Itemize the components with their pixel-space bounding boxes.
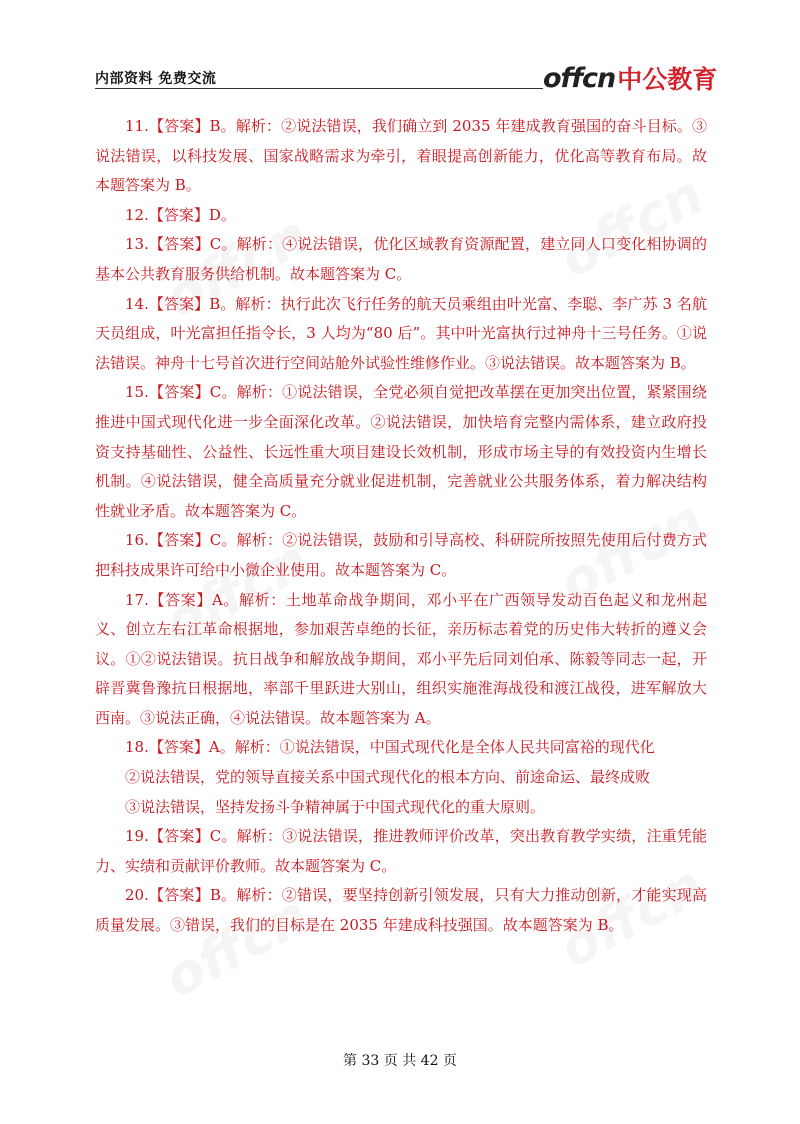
answer-item: 13.【答案】C。解析：④说法错误，优化区域教育资源配置，建立同人口变化相协调的基本公共教育服务供给机制。故本题答案为 C。 bbox=[95, 235, 707, 283]
answer-item: 14.【答案】B。解析：执行此次飞行任务的航天员乘组由叶光富、李聪、李广苏 3 名航天员组成，叶光富担任指令长，3 人均为“80 后”。其中叶光富执行过神舟十三号任务。①说法错误。神舟十七号首次进行空间站舱外试验性维修作业。③说法错误。故本题答案为 B。 bbox=[95, 294, 707, 372]
brand-logo bbox=[543, 62, 717, 92]
logo-chinese-text: 中公教育 bbox=[617, 65, 718, 94]
answer-item: 19.【答案】C。解析：③说法错误，推进教师评价改革，突出教育教学实绩，注重凭能力、实绩和贡献评价教师。故本题答案为 C。 bbox=[95, 827, 707, 875]
header-note: 内部资料 免费交流 bbox=[95, 71, 217, 87]
header-divider bbox=[95, 88, 543, 89]
answer-item: 15.【答案】C。解析：①说法错误，全党必须自觉把改革摆在更加突出位置，紧紧围绕推进中国式现代化进一步全面深化改革。②说法错误，加快培育完整内需体系，建立政府投资支持基础性、公益性、长远性重大项目建设长效机制，形成市场主导的有效投资内生增长机制。④说法错误，健全高质量充分就业促进机制，完善就业公共服务体系，着力解决结构性就业矛盾。故本题答案为 C。 bbox=[95, 383, 707, 520]
answer-item: 12.【答案】D。 bbox=[125, 205, 236, 224]
answer-item: 16.【答案】C。解析：②说法错误，鼓励和引导高校、科研院所按照先使用后付费方式把科技成果许可给中小微企业使用。故本题答案为 C。 bbox=[95, 531, 707, 579]
answer-item: 17.【答案】A。解析：土地革命战争期间，邓小平在广西领导发动百色起义和龙州起义、创立左右江革命根据地，参加艰苦卓绝的长征，亲历标志着党的历史伟大转折的遵义会议。①②说法错误。抗日战争和解放战争期间，邓小平先后同刘伯承、陈毅等同志一起，开辟晋冀鲁豫抗日根据地，率部千里跃进大别山，组织实施淮海战役和渡江战役，进军解放大西南。③说法正确，④说法错误。故本题答案为 A。 bbox=[95, 590, 707, 727]
page-number: 第 33 页 共 42 页 bbox=[343, 1053, 457, 1069]
answer-list bbox=[95, 112, 707, 941]
answer-item: 18.【答案】A。解析：①说法错误，中国式现代化是全体人民共同富裕的现代化 bbox=[125, 738, 655, 757]
answer-item-continuation: ②说法错误，党的领导直接关系中国式现代化的根本方向、前途命运、最终成败 bbox=[125, 768, 651, 787]
answer-item-continuation: ③说法错误，坚持发扬斗争精神属于中国式现代化的重大原则。 bbox=[125, 797, 546, 816]
logo-latin-text: offcn bbox=[543, 63, 616, 94]
answer-item: 20.【答案】B。解析：②错误，要坚持创新引领发展，只有大力推动创新，才能实现高质量发展。③错误，我们的目标是在 2035 年建成科技强国。故本题答案为 B。 bbox=[95, 886, 707, 935]
answer-item: 11.【答案】B。解析：②说法错误，我们确立到 2035 年建成教育强国的奋斗目标。③说法错误，以科技发展、国家战略需求为牵引，着眼提高创新能力，优化高等教育布局。故本题答案为 B。 bbox=[95, 117, 707, 195]
